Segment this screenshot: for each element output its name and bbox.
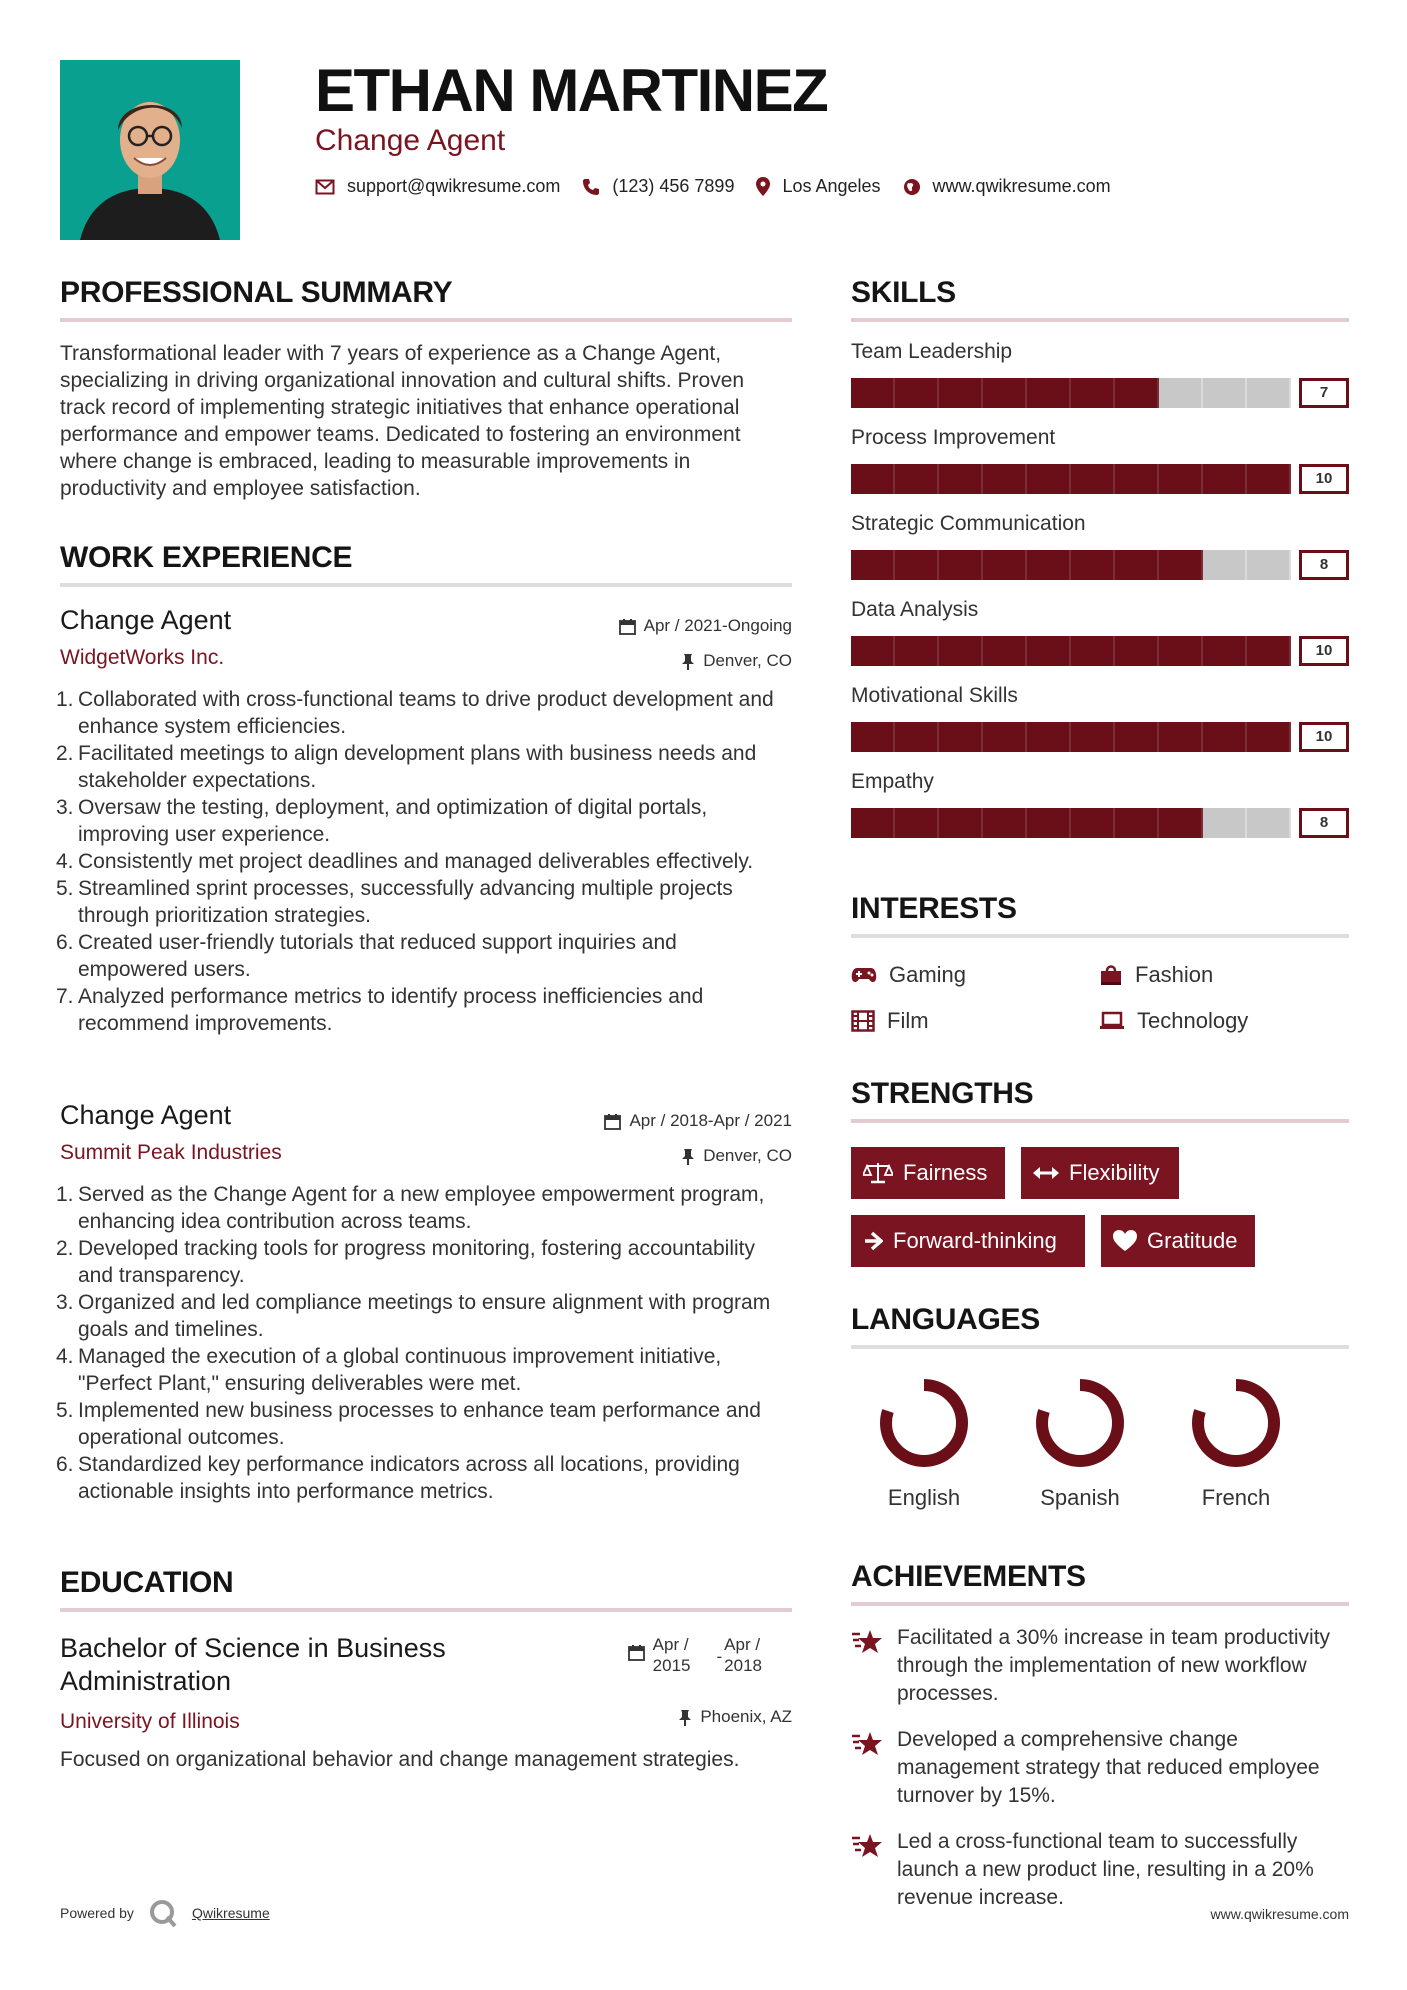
skill-bar-segment (939, 550, 983, 580)
summary-heading: PROFESSIONAL SUMMARY (60, 276, 453, 309)
list-item: 3. Oversaw the testing, deployment, and optimization of digital portals, improving user experience. (56, 796, 708, 846)
skill-bar-segment (1159, 550, 1203, 580)
list-item: 1. Collaborated with cross-functional teams to drive product development and enhance system efficiencies. (56, 688, 774, 738)
strength-forward-thinking: Forward-thinking (851, 1215, 1085, 1267)
education-entry (60, 1632, 792, 1773)
star-badge-icon (851, 1832, 885, 1860)
language-item (1153, 1375, 1319, 1511)
skill-bar-segment (983, 464, 1027, 494)
language-item (997, 1375, 1163, 1511)
map-pin-icon (756, 177, 770, 196)
skill-bar-segment (1071, 550, 1115, 580)
star-badge-icon (851, 1730, 885, 1758)
experience-divider (60, 583, 792, 587)
skill-name: Empathy (851, 770, 934, 793)
language-proficiency-arc (1198, 1385, 1274, 1461)
skill-bar-segment (939, 808, 983, 838)
skill-level-badge: 7 (1299, 378, 1349, 408)
skill-level-badge: 10 (1299, 464, 1349, 494)
strength-gratitude: Gratitude (1101, 1215, 1255, 1267)
list-item: 2. Developed tracking tools for progress monitoring, fostering accountability and transparency. (56, 1237, 756, 1287)
skill-bar (851, 464, 1349, 494)
language-proficiency-ring (876, 1375, 972, 1471)
candidate-role: Change Agent (315, 124, 506, 157)
location-text: Los Angeles (782, 176, 881, 196)
skill-name: Data Analysis (851, 598, 979, 621)
languages-section (851, 1303, 1349, 1511)
contact-website[interactable] (903, 176, 1111, 197)
skill-bar-segment (983, 722, 1027, 752)
skill-bar-segment (983, 636, 1027, 666)
balance-scale-icon (863, 1161, 893, 1185)
language-proficiency-arc (886, 1385, 962, 1461)
arrow-right-icon (863, 1231, 883, 1251)
job-dates-text: Apr / 2018-Apr / 2021 (629, 1111, 792, 1130)
film-icon (851, 1010, 875, 1032)
job-dates-text: Apr / 2021-Ongoing (643, 616, 792, 635)
skills-divider (851, 318, 1349, 322)
skill-bar (851, 378, 1349, 408)
skill-bar-segment (895, 378, 939, 408)
skill-level-badge: 8 (1299, 550, 1349, 580)
job-location-text: Denver, CO (703, 1146, 792, 1165)
list-item: 3. Organized and led compliance meetings to ensure alignment with program goals and timelines. (56, 1291, 771, 1341)
languages-heading: LANGUAGES (851, 1303, 1040, 1336)
interest-gaming: Gaming (851, 962, 1099, 988)
skill-bar-segment (1159, 808, 1203, 838)
skill-bar-segment (983, 550, 1027, 580)
job-bullets (56, 686, 792, 1037)
skill-item (851, 426, 1349, 494)
language-name: French (1201, 1485, 1271, 1510)
strengths-heading: STRENGTHS (851, 1077, 1034, 1110)
list-item: 4. Consistently met project deadlines and managed deliverables effectively. (56, 850, 754, 873)
interests-divider (851, 934, 1349, 938)
skill-bar-segment (895, 722, 939, 752)
skill-bar-segment (851, 550, 895, 580)
skill-bar-segment (1115, 636, 1159, 666)
skill-bar-segment (895, 808, 939, 838)
interest-fashion: Fashion (1099, 962, 1349, 988)
skill-bar-segment (851, 464, 895, 494)
skill-bar-segment (1247, 722, 1291, 752)
strength-flexibility: Flexibility (1021, 1147, 1179, 1199)
skill-bar-segment (939, 636, 983, 666)
skill-bar-segment (1027, 808, 1071, 838)
interests-section (851, 892, 1349, 1034)
list-item: 6. Standardized key performance indicators across all locations, providing actionable insights into performance metrics. (56, 1453, 740, 1503)
job-location-text: Denver, CO (703, 651, 792, 670)
list-item: Developed a comprehensive change management strategy that reduced employee turnover by 15%. (851, 1726, 1349, 1810)
job-location (681, 1146, 792, 1166)
interest-film: Film (851, 1008, 1099, 1034)
experience-heading: WORK EXPERIENCE (60, 541, 353, 574)
heart-icon (1113, 1230, 1137, 1252)
skill-bar-segment (895, 550, 939, 580)
envelope-icon (315, 179, 335, 195)
skill-name: Motivational Skills (851, 684, 1018, 707)
skill-bar-segment (895, 636, 939, 666)
skill-bar-segment (1159, 636, 1203, 666)
skill-bar-segment (851, 808, 895, 838)
pushpin-icon (681, 653, 695, 670)
star-badge-icon (851, 1628, 885, 1656)
skill-bar-segment (1115, 550, 1159, 580)
degree-title: Bachelor of Science in Business Administration (60, 1633, 446, 1696)
skill-bar (851, 636, 1349, 666)
job-entry (56, 605, 792, 1037)
skill-bar-segment (1027, 378, 1071, 408)
achievements-section (851, 1560, 1349, 1912)
language-name: Spanish (1040, 1485, 1120, 1510)
skill-bar-segment (1203, 550, 1247, 580)
education-section (60, 1566, 792, 1612)
achievements-divider (851, 1602, 1349, 1606)
job-bullets (56, 1181, 792, 1505)
strengths-tags (851, 1147, 1349, 1267)
job-title: Change Agent (60, 1100, 232, 1130)
skill-bar (851, 722, 1349, 752)
skill-item (851, 512, 1349, 580)
skill-bar-segment (983, 378, 1027, 408)
shopping-bag-icon (1099, 963, 1123, 987)
skill-item (851, 598, 1349, 666)
skill-bar-segment (1071, 808, 1115, 838)
list-item: 1. Served as the Change Agent for a new employee empowerment program, enhancing idea contribution across teams. (56, 1183, 765, 1233)
list-item: Led a cross-functional team to successfully launch a new product line, resulting in a 20% revenue increase. (851, 1828, 1349, 1912)
skill-bar-segment (1071, 378, 1115, 408)
interests-heading: INTERESTS (851, 892, 1017, 925)
skill-bar-segment (1027, 636, 1071, 666)
skill-bar-segment (1071, 464, 1115, 494)
skill-bar-segment (1203, 636, 1247, 666)
school-name: University of Illinois (60, 1710, 240, 1733)
skill-bar-segment (1027, 464, 1071, 494)
skill-item (851, 770, 1349, 838)
skill-bar-segment (983, 808, 1027, 838)
skill-name: Strategic Communication (851, 512, 1086, 535)
contact-bar (315, 176, 1133, 197)
skills-list (851, 340, 1349, 838)
language-proficiency-ring (1032, 1375, 1128, 1471)
skill-bar-segment (1159, 464, 1203, 494)
skill-bar-segment (851, 378, 895, 408)
list-item: Facilitated a 30% increase in team productivity through the implementation of new workflow processes. (851, 1624, 1349, 1708)
skill-bar-segment (851, 636, 895, 666)
interest-technology: Technology (1099, 1008, 1349, 1034)
experience-section (60, 541, 792, 587)
profile-photo (60, 60, 240, 240)
job-dates (604, 1111, 792, 1131)
list-item: 5. Implemented new business processes to enhance team performance and operational outcomes. (56, 1399, 761, 1449)
skill-bar-segment (1027, 550, 1071, 580)
summary-divider (60, 318, 792, 322)
skill-level-badge: 8 (1299, 808, 1349, 838)
calendar-icon (604, 1113, 621, 1130)
skill-bar-segment (1159, 722, 1203, 752)
language-name: English (887, 1485, 961, 1510)
job-entry (56, 1100, 792, 1505)
job-title: Change Agent (60, 605, 232, 635)
skill-bar-segment (939, 378, 983, 408)
skill-item (851, 684, 1349, 752)
skill-item (851, 340, 1349, 408)
list-item: 6. Created user-friendly tutorials that reduced support inquiries and empowered users. (56, 931, 677, 981)
skill-bar-segment (1247, 808, 1291, 838)
skill-bar-segment (1071, 636, 1115, 666)
language-proficiency-ring (1188, 1375, 1284, 1471)
pushpin-icon (678, 1709, 692, 1726)
website-text: www.qwikresume.com (932, 176, 1111, 196)
skill-bar-segment (851, 722, 895, 752)
skill-bar-segment (895, 464, 939, 494)
achievements-heading: ACHIEVEMENTS (851, 1560, 1086, 1593)
education-dates: Apr / 2015 - Apr / 2018 (628, 1634, 762, 1676)
strength-fairness: Fairness (851, 1147, 1005, 1199)
gamepad-icon (851, 966, 877, 984)
skill-bar-segment (1203, 378, 1247, 408)
skill-bar-segment (1247, 636, 1291, 666)
arrows-horizontal-icon (1033, 1166, 1059, 1180)
summary-text: Transformational leader with 7 years of experience as a Change Agent, specializing in driving organizational innovation and cultural shifts. Proven track record of implementing strategic initiatives that enhance operational performance and empower teams. Dedicated to fostering an environment where change is embraced, leading to measurable improvements in productivity and employee satisfaction. (60, 342, 745, 500)
phone-text: (123) 456 7899 (612, 176, 735, 196)
languages-divider (851, 1345, 1349, 1349)
list-item: 4. Managed the execution of a global continuous improvement initiative, "Perfect Plant," ensuring deliverables were met. (56, 1345, 722, 1395)
pushpin-icon (681, 1148, 695, 1165)
education-description: Focused on organizational behavior and change management strategies. (60, 1748, 740, 1771)
calendar-icon (619, 618, 636, 635)
summary-section (60, 276, 792, 502)
contact-email[interactable] (315, 176, 560, 197)
globe-icon (903, 178, 921, 196)
education-heading: EDUCATION (60, 1566, 234, 1599)
email-text: support@qwikresume.com (347, 176, 561, 196)
skill-level-badge: 10 (1299, 636, 1349, 666)
list-item: 2. Facilitated meetings to align development plans with business needs and stakeholder expectations. (56, 742, 757, 792)
language-proficiency-arc (1042, 1385, 1118, 1461)
skill-bar (851, 550, 1349, 580)
list-item: 5. Streamlined sprint processes, successfully advancing multiple projects through prioritization strategies. (56, 877, 733, 927)
job-company: WidgetWorks Inc. (60, 646, 225, 669)
education-divider (60, 1608, 792, 1612)
achievements-list (851, 1624, 1349, 1912)
footer-brand-link[interactable]: Qwikresume (191, 1905, 270, 1921)
skills-heading: SKILLS (851, 276, 956, 309)
skill-bar-segment (1247, 550, 1291, 580)
strengths-divider (851, 1119, 1349, 1123)
skill-bar-segment (1115, 808, 1159, 838)
skill-name: Team Leadership (851, 340, 1013, 363)
interests-grid (851, 962, 1349, 1034)
list-item: 7. Analyzed performance metrics to identify process inefficiencies and recommend improvements. (56, 985, 704, 1035)
skill-name: Process Improvement (851, 426, 1056, 449)
skills-section (851, 276, 1349, 838)
skill-bar-segment (1115, 464, 1159, 494)
skill-bar-segment (1247, 464, 1291, 494)
skill-level-badge: 10 (1299, 722, 1349, 752)
footer-website[interactable]: www.qwikresume.com (1210, 1906, 1349, 1922)
education-location: Phoenix, AZ (678, 1707, 792, 1727)
languages-list (851, 1375, 1349, 1511)
skill-bar-segment (1027, 722, 1071, 752)
qwikresume-logo-icon (148, 1898, 178, 1928)
calendar-icon (628, 1644, 645, 1661)
job-company: Summit Peak Industries (60, 1141, 282, 1164)
skill-bar-segment (939, 722, 983, 752)
contact-phone[interactable] (582, 176, 734, 197)
skill-bar-segment (1203, 808, 1247, 838)
skill-bar-segment (1071, 722, 1115, 752)
skill-bar-segment (1247, 378, 1291, 408)
skill-bar-segment (1159, 378, 1203, 408)
language-item (841, 1375, 1007, 1511)
skill-bar (851, 808, 1349, 838)
skill-bar-segment (1203, 722, 1247, 752)
skill-bar-segment (939, 464, 983, 494)
skill-bar-segment (1115, 722, 1159, 752)
job-location (681, 651, 792, 671)
phone-icon (582, 178, 600, 196)
strengths-section (851, 1077, 1349, 1267)
job-dates (619, 616, 792, 636)
laptop-icon (1099, 1011, 1125, 1031)
footer-powered-by: Powered by Qwikresume (60, 1898, 270, 1928)
candidate-name: ETHAN MARTINEZ (315, 57, 828, 124)
skill-bar-segment (1203, 464, 1247, 494)
contact-location (756, 176, 880, 197)
skill-bar-segment (1115, 378, 1159, 408)
